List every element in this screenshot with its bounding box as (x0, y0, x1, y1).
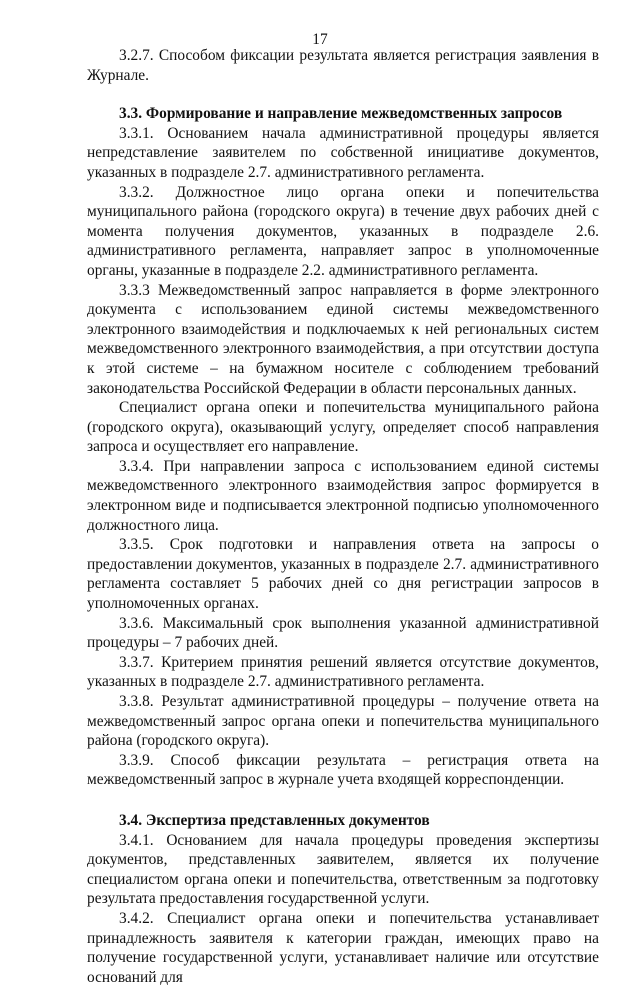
page-number: 17 (312, 31, 328, 48)
paragraph-3-3-1: 3.3.1. Основанием начала административной процедуры является непредставление заявителем по собственной инициативе документов, указанных в подразделе 2.7. административного регламента. (87, 124, 599, 181)
paragraph-3-4-2: 3.4.2. Специалист органа опеки и попечительства устанавливает принадлежность заявителя к категории граждан, имеющих право на получение государственной услуги, устанавливает наличие или отсутствие оснований для (87, 909, 599, 986)
paragraph-3-3-9: 3.3.9. Способ фиксации результата – регистрация ответа на межведомственный запрос в журнале учета входящей корреспонденции. (87, 751, 599, 789)
paragraph-3-3-5: 3.3.5. Срок подготовки и направления ответа на запросы о предоставлении документов, указанных в подразделе 2.7. административного регламента составляет 5 рабочих дней со дня регистрации запросов в уполномоченных органах. (87, 536, 599, 613)
paragraph-3-3-4: 3.3.4. При направлении запроса с использованием единой системы межведомственного электронного взаимодействия запрос формируется в электронном виде и подписывается электронной подписью уполномоченного должностного лица. (87, 457, 599, 534)
paragraph-3-3-7: 3.3.7. Критерием принятия решений является отсутствие документов, указанных в подразделе 2.7. административного регламента. (87, 653, 599, 691)
paragraph-3-2-7: 3.2.7. Способом фиксации результата является регистрация заявления в Журнале. (87, 47, 599, 84)
paragraph-3-4-1: 3.4.1. Основанием для начала процедуры проведения экспертизы документов, представленных заявителем, является их получение специалистом органа опеки и попечительства, ответственным за подготовку результата предоставления государственной услуги. (87, 831, 599, 908)
paragraph-specialist: Специалист органа опеки и попечительства муниципального района (городского округа), оказывающий услугу, определяет способ направления запроса и осуществляет его направление. (87, 399, 599, 456)
section-heading-3-3: 3.3. Формирование и направление межведомственных запросов (119, 105, 563, 123)
paragraph-3-3-8: 3.3.8. Результат административной процедуры – получение ответа на межведомственный запрос органа опеки и попечительства муниципального района (городского округа). (87, 693, 599, 750)
paragraph-3-3-3: 3.3.3 Межведомственный запрос направляется в форме электронного документа с использованием единой системы межведомственного электронного взаимодействия и подключаемых к ней региональных систем межведомственного электронного взаимодействия, а при отсутствии доступа к этой системе – на бумажном носителе с соблюдением требований законодательства Российской Федерации в области персональных данных. (87, 281, 599, 397)
paragraph-3-3-2: 3.3.2. Должностное лицо органа опеки и попечительства муниципального района (городского округа) в течение двух рабочих дней с момента получения документов, указанных в подразделе 2.6. административного регламента, направляет запрос в уполномоченные органы, указанные в подразделе 2.2. административного регламента. (87, 183, 599, 279)
paragraph-3-3-6: 3.3.6. Максимальный срок выполнения указанной административной процедуры – 7 рабочих дней. (87, 614, 599, 652)
section-heading-3-4: 3.4. Экспертиза представленных документов (119, 811, 430, 829)
document-body (87, 46, 599, 987)
